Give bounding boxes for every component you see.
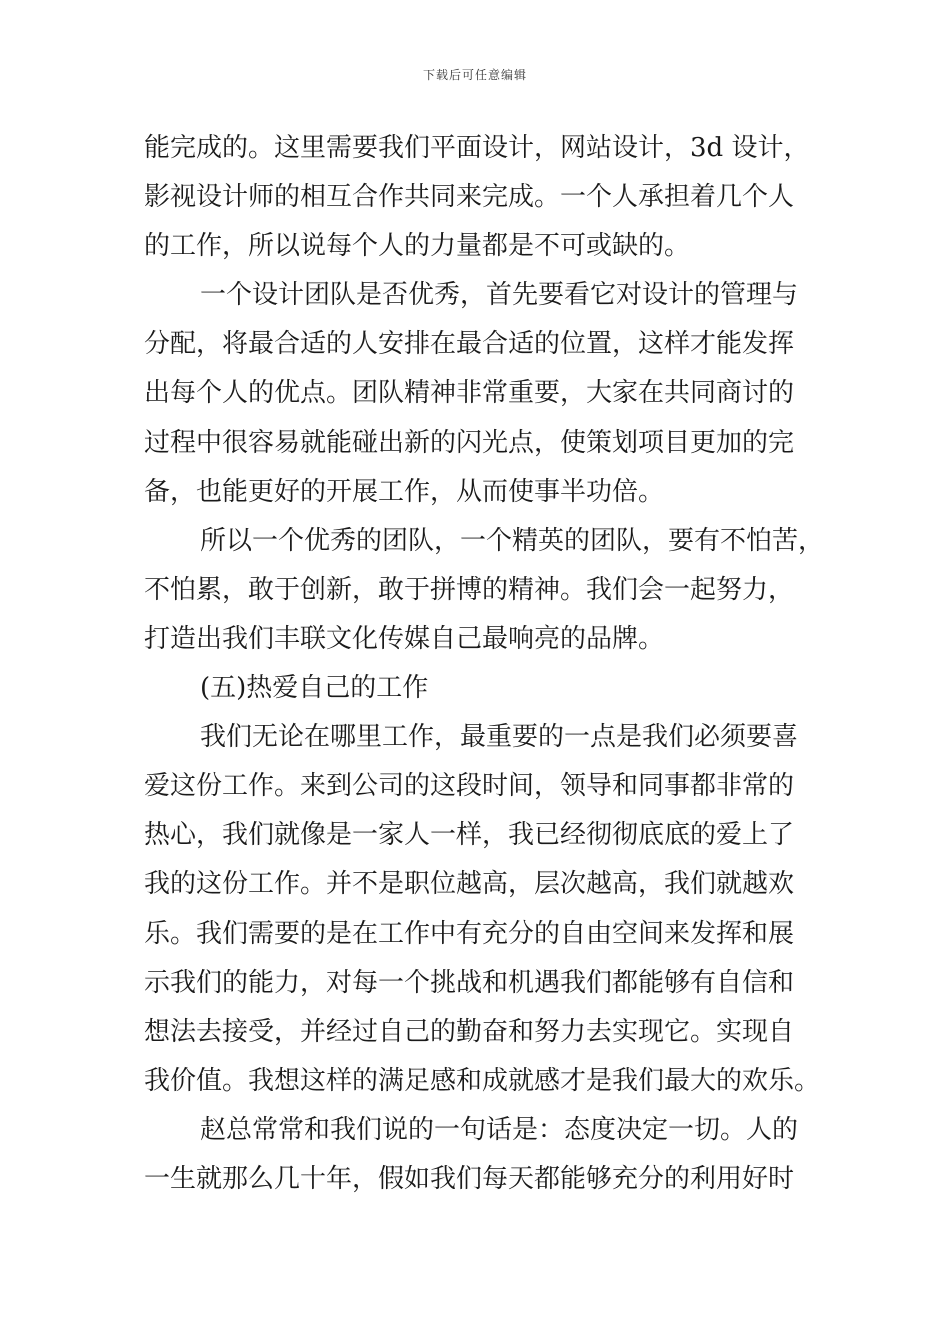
text-line: 过程中很容易就能碰出新的闪光点，使策划项目更加的完 <box>144 427 795 458</box>
text-line: 影视设计师的相互合作共同来完成。一个人承担着几个人 <box>144 182 795 213</box>
text-line: 备，也能更好的开展工作，从而使事半功倍。 <box>144 476 665 507</box>
paragraph-start-line: 我们无论在哪里工作，最重要的一点是我们必须要喜 <box>200 722 799 753</box>
text-line: 热心，我们就像是一家人一样，我已经彻彻底底的爱上了 <box>144 820 795 851</box>
paragraph-start-line: 所以一个优秀的团队，一个精英的团队，要有不怕苦， <box>200 525 825 556</box>
text-line: 爱这份工作。来到公司的这段时间，领导和同事都非常的 <box>144 771 795 802</box>
text-line: 我价值。我想这样的满足感和成就感才是我们最大的欢乐。 <box>144 1065 821 1096</box>
document-body <box>144 124 824 1204</box>
text-line: 示我们的能力，对每一个挑战和机遇我们都能够有自信和 <box>144 967 795 998</box>
text-line: 能完成的。这里需要我们平面设计，网站设计，3d 设计， <box>144 133 810 163</box>
text-line: 出每个人的优点。团队精神非常重要，大家在共同商讨的 <box>144 378 795 409</box>
text-line: 不怕累，敢于创新，敢于拼博的精神。我们会一起努力， <box>144 574 795 605</box>
text-line: 我的这份工作。并不是职位越高，层次越高，我们就越欢 <box>144 869 795 900</box>
section-heading: (五)热爱自己的工作 <box>200 673 429 704</box>
text-line: 一生就那么几十年，假如我们每天都能够充分的利用好时 <box>144 1163 795 1194</box>
paragraph-start-line: 一个设计团队是否优秀，首先要看它对设计的管理与 <box>200 280 799 311</box>
text-line: 的工作，所以说每个人的力量都是不可或缺的。 <box>144 231 691 262</box>
text-line: 打造出我们丰联文化传媒自己最响亮的品牌。 <box>144 623 665 654</box>
text-line: 分配，将最合适的人安排在最合适的位置，这样才能发挥 <box>144 329 795 360</box>
text-line: 乐。我们需要的是在工作中有充分的自由空间来发挥和展 <box>144 918 795 949</box>
paragraph-start-line: 赵总常常和我们说的一句话是：态度决定一切。人的 <box>200 1114 799 1145</box>
text-line: 想法去接受，并经过自己的勤奋和努力去实现它。实现自 <box>144 1016 795 1047</box>
page-header: 下载后可任意编辑 <box>422 68 527 82</box>
